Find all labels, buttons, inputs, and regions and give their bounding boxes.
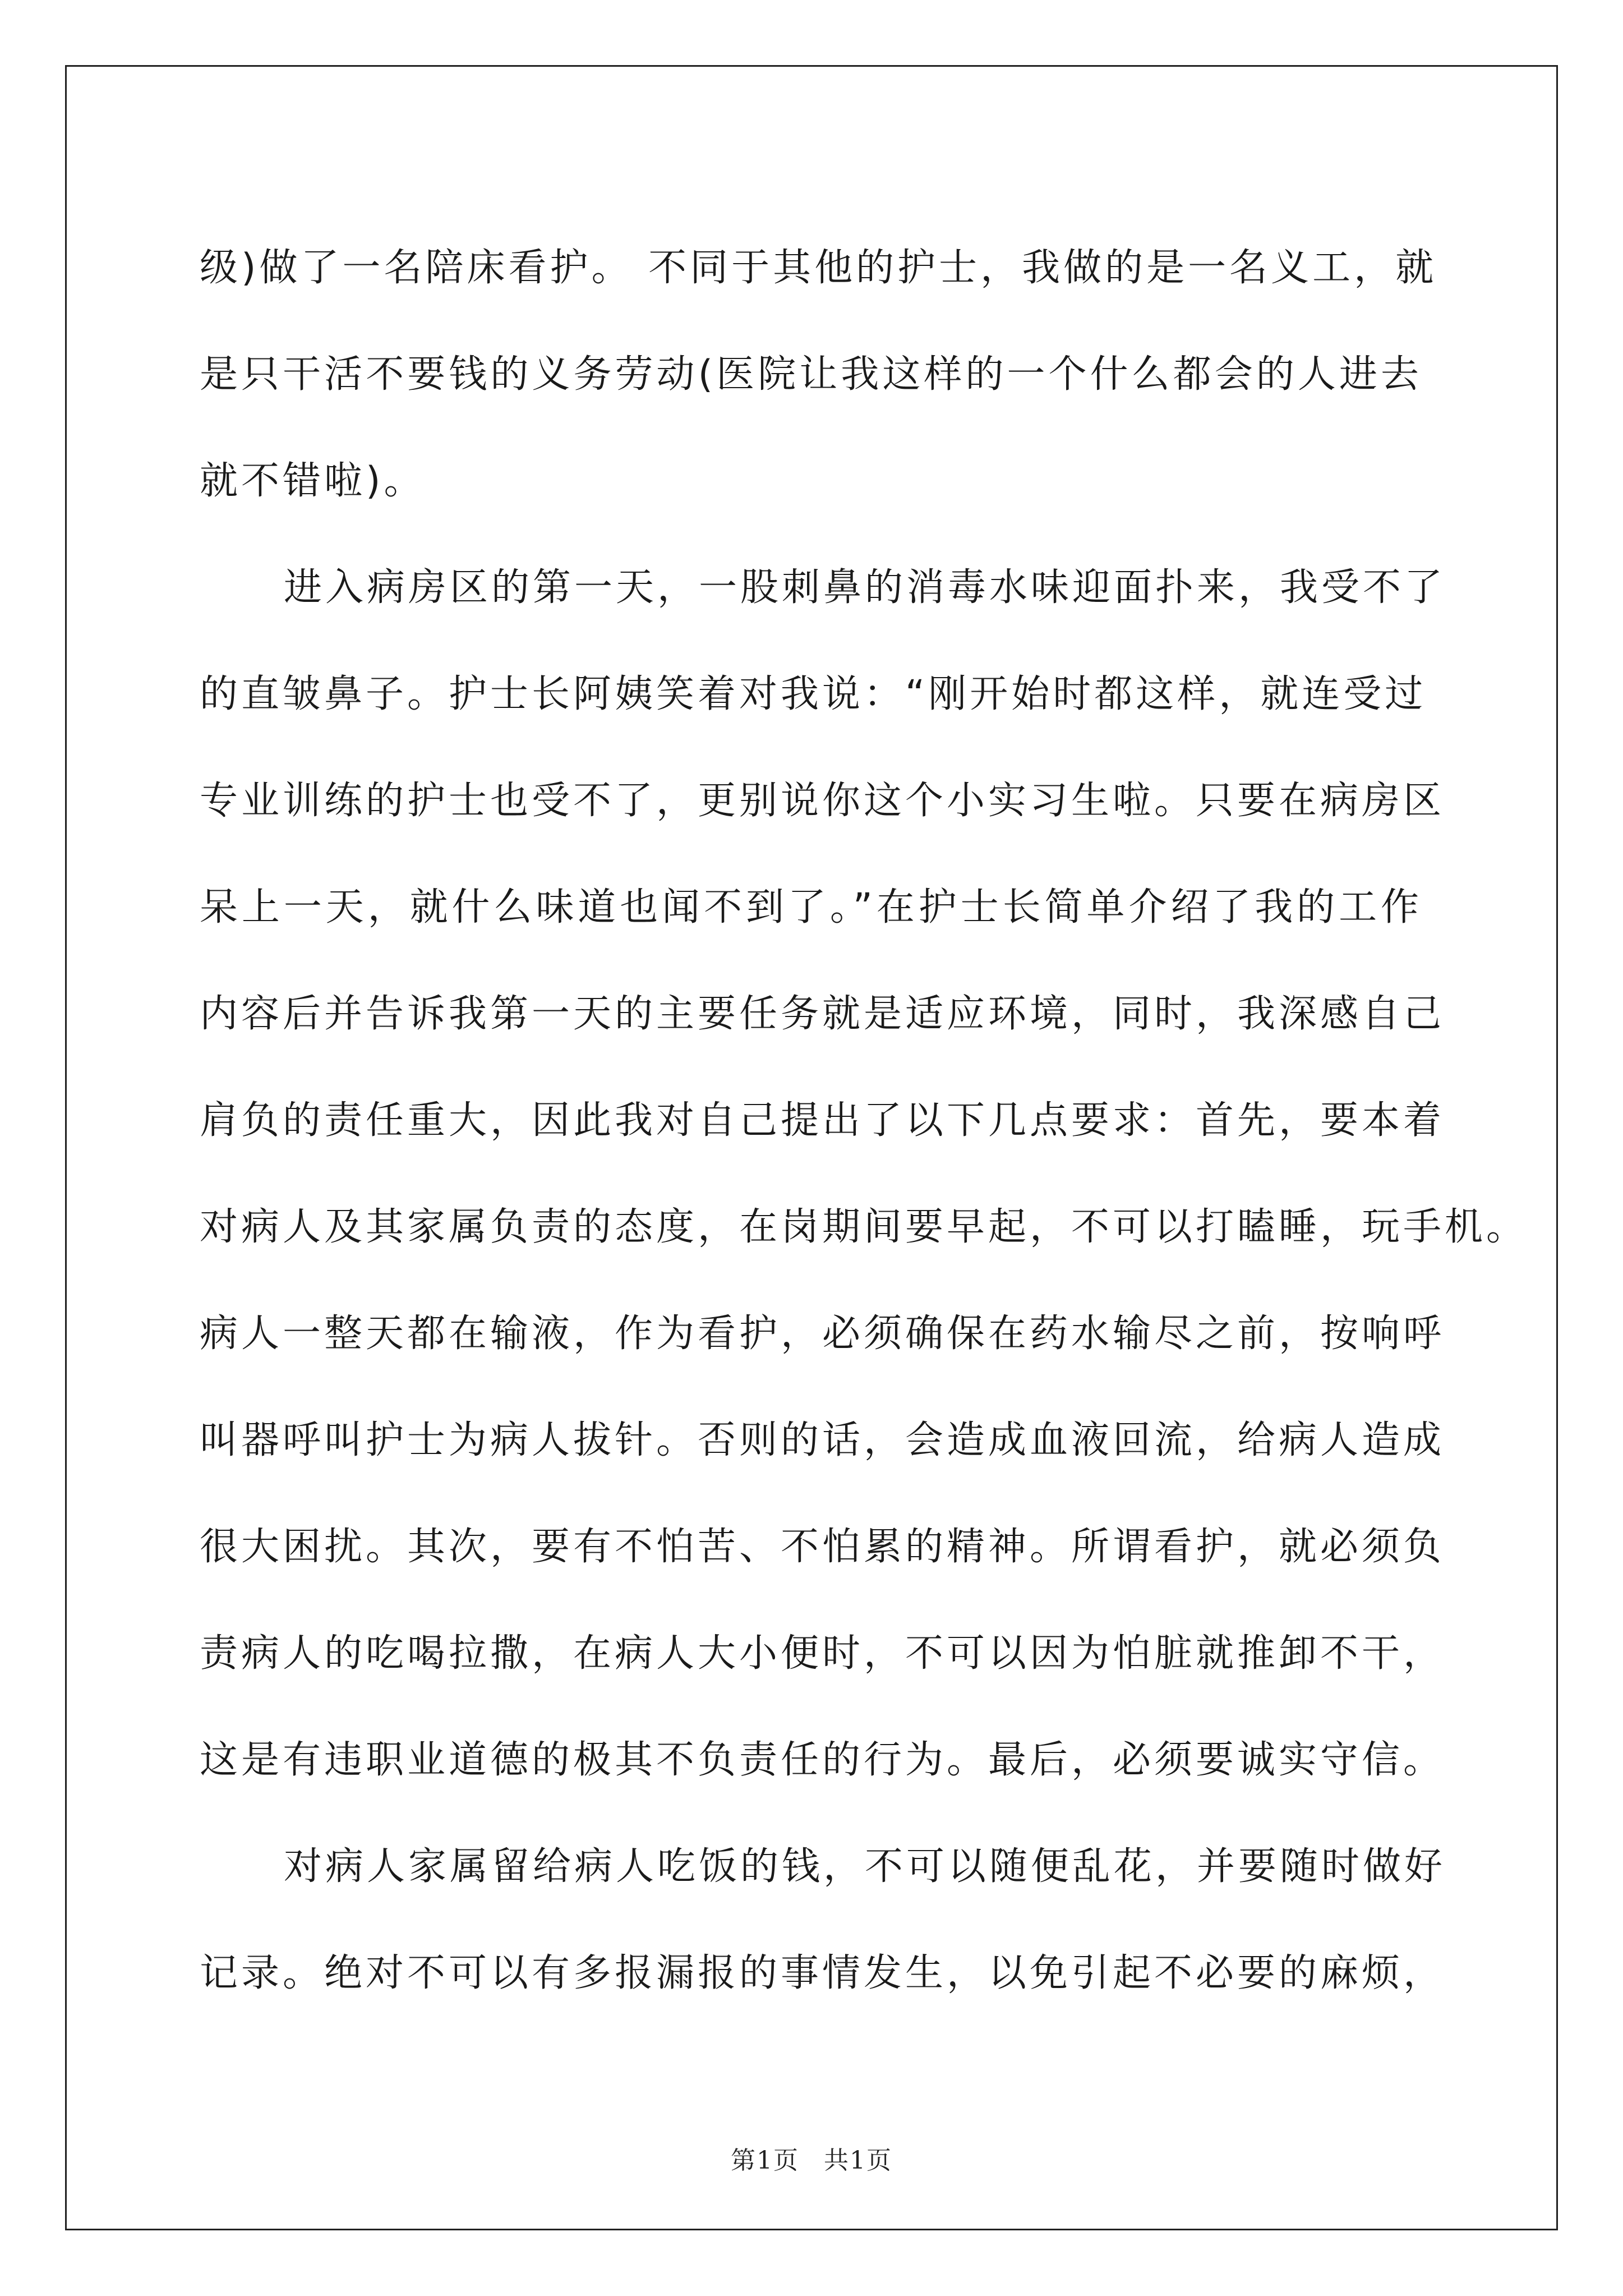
text-line: 叫器呼叫护士为病人拔针。否则的话，会造成血液回流，给病人造成 (200, 1418, 1445, 1462)
page-number: 第1页 (731, 2146, 799, 2175)
text-line: 这是有违职业道德的极其不负责任的行为。最后，必须要诚实守信。 (200, 1738, 1445, 1782)
text-line: 肩负的责任重大，因此我对自己提出了以下几点要求：首先，要本着 (200, 1098, 1445, 1143)
text-line: 专业训练的护士也受不了，更别说你这个小实习生啦。只要在病房区 (200, 779, 1445, 823)
text-line: 的直皱鼻子。护士长阿姨笑着对我说：“刚开始时都这样，就连受过 (200, 672, 1427, 716)
text-line: 就不错啦)。 (200, 459, 426, 503)
document-body (200, 215, 1528, 2027)
text-line: 病人一整天都在输液，作为看护，必须确保在药水输尽之前，按响呼 (200, 1312, 1445, 1356)
text-line: 进入病房区的第一天，一股刺鼻的消毒水味迎面扑来，我受不了 (284, 565, 1446, 610)
page-total: 共1页 (824, 2146, 892, 2175)
text-line: 对病人家属留给病人吃饭的钱，不可以随便乱花，并要随时做好 (284, 1844, 1446, 1889)
text-line: 对病人及其家属负责的态度，在岗期间要早起，不可以打瞌睡，玩手机。 (200, 1205, 1528, 1249)
page-footer (0, 2140, 1623, 2176)
text-line: 记录。绝对不可以有多报漏报的事情发生，以免引起不必要的麻烦， (200, 1951, 1445, 1995)
text-line: 内容后并告诉我第一天的主要任务就是适应环境，同时，我深感自己 (200, 992, 1445, 1036)
text-line: 级)做了一名陪床看护。 不同于其他的护士，我做的是一名义工，就 (200, 246, 1437, 290)
text-line: 很大困扰。其次，要有不怕苦、不怕累的精神。所谓看护，就必须负 (200, 1525, 1445, 1569)
text-line: 是只干活不要钱的义务劳动(医院让我这样的一个什么都会的人进去 (200, 352, 1422, 397)
text-line: 呆上一天，就什么味道也闻不到了。”在护士长简单介绍了我的工作 (200, 885, 1422, 930)
text-line: 责病人的吃喝拉撒，在病人大小便时，不可以因为怕脏就推卸不干， (200, 1631, 1445, 1676)
